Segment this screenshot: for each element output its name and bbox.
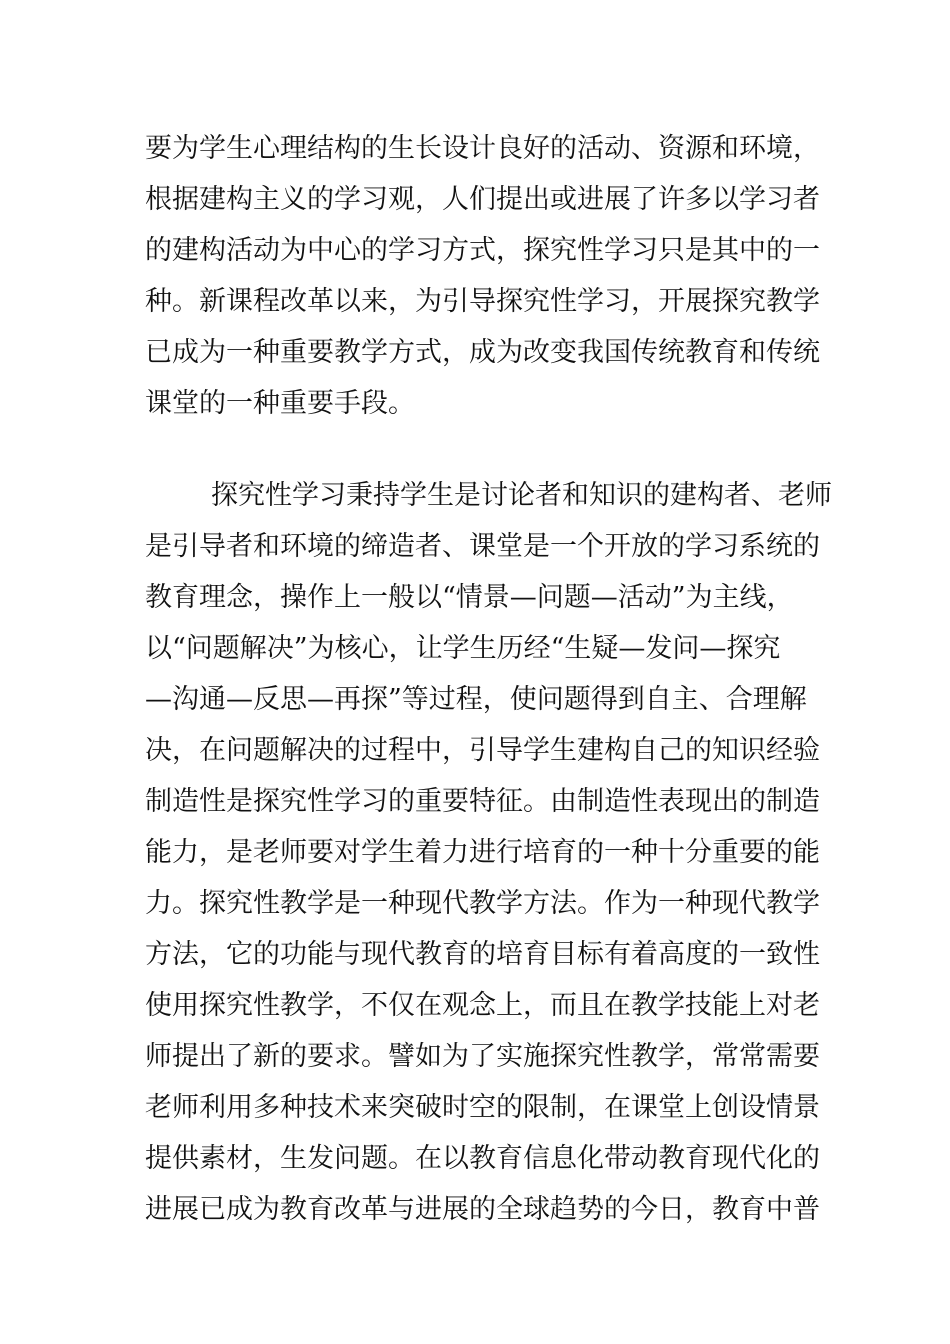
text-line: 方法，它的功能与现代教育的培育目标有着高度的一致性 [145, 939, 820, 970]
text-line: 力。探究性教学是一种现代教学方法。作为一种现代教学 [145, 888, 820, 919]
text-line: 老师利用多种技术来突破时空的限制，在课堂上创设情景 [145, 1092, 820, 1123]
text-line: 使用探究性教学，不仅在观念上，而且在教学技能上对老 [145, 990, 820, 1021]
text-line: 已成为一种重要教学方式，成为改变我国传统教育和传统 [145, 337, 820, 368]
text-line: 的建构活动为中心的学习方式，探究性学习只是其中的一 [145, 235, 820, 266]
text-line: 以“问题解决”为核心，让学生历经“生疑—发问—探究 [145, 633, 781, 664]
text-line: 探究性学习秉持学生是讨论者和知识的建构者、老师 [211, 480, 832, 511]
text-line: 教育理念，操作上一般以“情景—问题—活动”为主线， [145, 582, 794, 613]
text-line: 是引导者和环境的缔造者、课堂是一个开放的学习系统的 [145, 531, 820, 562]
text-line: 提供素材，生发问题。在以教育信息化带动教育现代化的 [145, 1143, 820, 1174]
text-line: 能力，是老师要对学生着力进行培育的一种十分重要的能 [145, 837, 820, 868]
text-line: 决，在问题解决的过程中，引导学生建构自己的知识经验 [145, 735, 820, 766]
text-line: 课堂的一种重要手段。 [145, 388, 415, 419]
text-line: 要为学生心理结构的生长设计良好的活动、资源和环境， [145, 133, 820, 164]
text-line: 制造性是探究性学习的重要特征。由制造性表现出的制造 [145, 786, 820, 817]
text-line: —沟通—反思—再探”等过程，使问题得到自主、合理解 [145, 684, 807, 715]
text-line: 进展已成为教育改革与进展的全球趋势的今日，教育中普 [145, 1194, 820, 1225]
text-line: 根据建构主义的学习观，人们提出或进展了许多以学习者 [145, 184, 820, 215]
text-line: 种。新课程改革以来，为引导探究性学习，开展探究教学 [145, 286, 820, 317]
text-line: 师提出了新的要求。譬如为了实施探究性教学，常常需要 [145, 1041, 820, 1072]
